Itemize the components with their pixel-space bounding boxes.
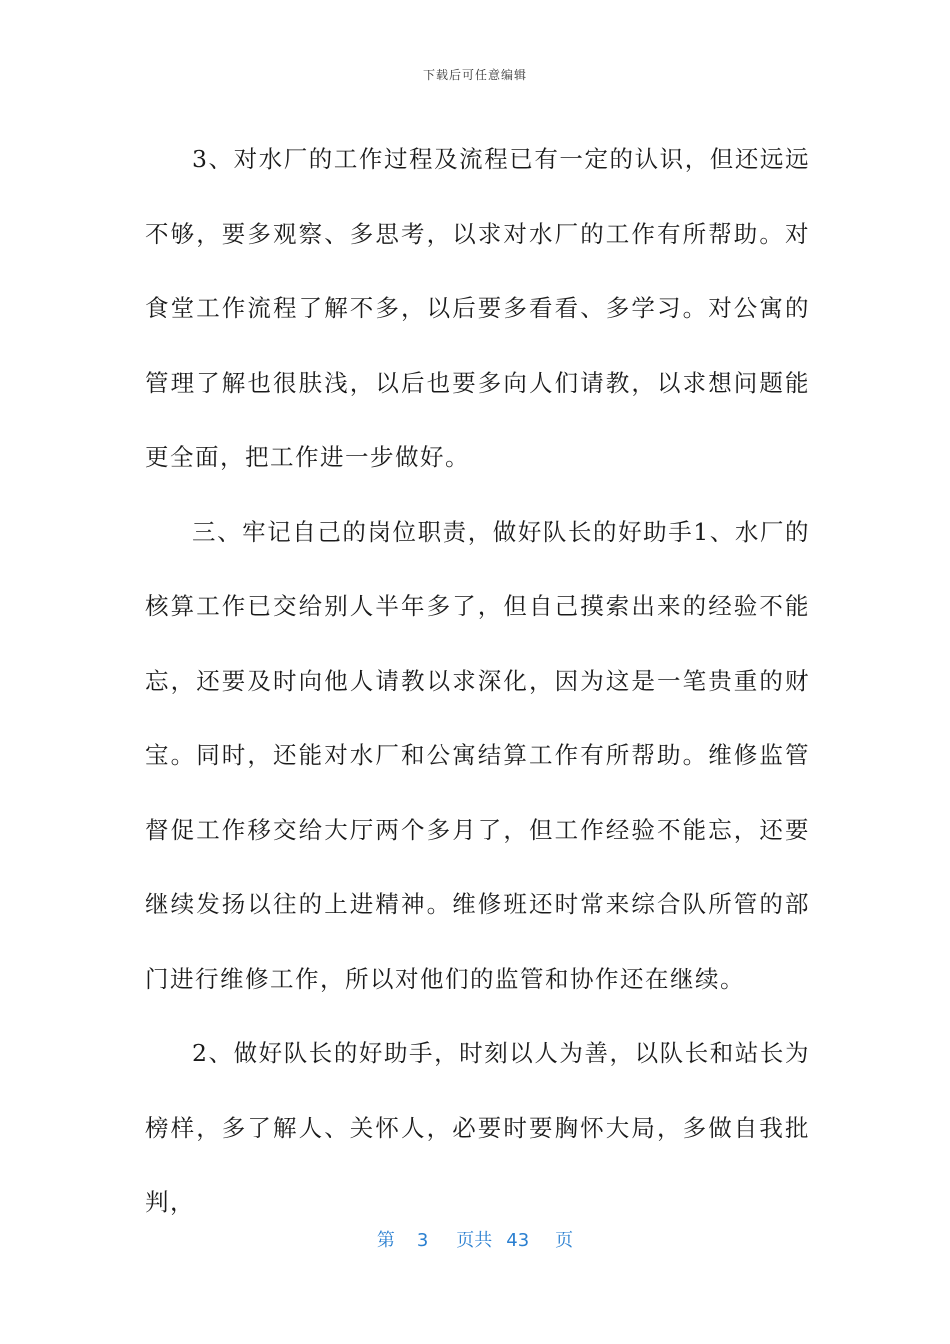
- document-body: [145, 122, 810, 1240]
- header-note: 下载后可任意编辑: [422, 68, 527, 82]
- footer-page-prefix: 第: [376, 1230, 395, 1251]
- paragraph-1: 3、对水厂的工作过程及流程已有一定的认识，但还远远不够，要多观察、多思考，以求对水厂的工作有所帮助。对食堂工作流程了解不多，以后要多看看、多学习。对公寓的管理了解也很肤浅，以后也要多向人们请教，以求想问题能更全面，把工作进一步做好。: [145, 145, 810, 471]
- footer-page-mid: 页共: [456, 1230, 493, 1251]
- footer-page-number: 3: [416, 1230, 429, 1251]
- paragraph-2: 三、牢记自己的岗位职责，做好队长的好助手1、水厂的核算工作已交给别人半年多了，但自己摸索出来的经验不能忘，还要及时向他人请教以求深化，因为这是一笔贵重的财宝。同时，还能对水厂和公寓结算工作有所帮助。维修监管督促工作移交给大厅两个多月了，但工作经验不能忘，还要继续发扬以往的上进精神。维修班还时常来综合队所管的部门进行维修工作，所以对他们的监管和协作还在继续。: [145, 517, 810, 993]
- footer-page-suffix: 页: [555, 1230, 574, 1251]
- footer-page-total: 43: [506, 1230, 530, 1251]
- paragraph-3: 2、做好队长的好助手，时刻以人为善，以队长和站长为榜样，多了解人、关怀人，必要时要胸怀大局，多做自我批判，: [145, 1039, 810, 1216]
- page-footer: [0, 1226, 950, 1252]
